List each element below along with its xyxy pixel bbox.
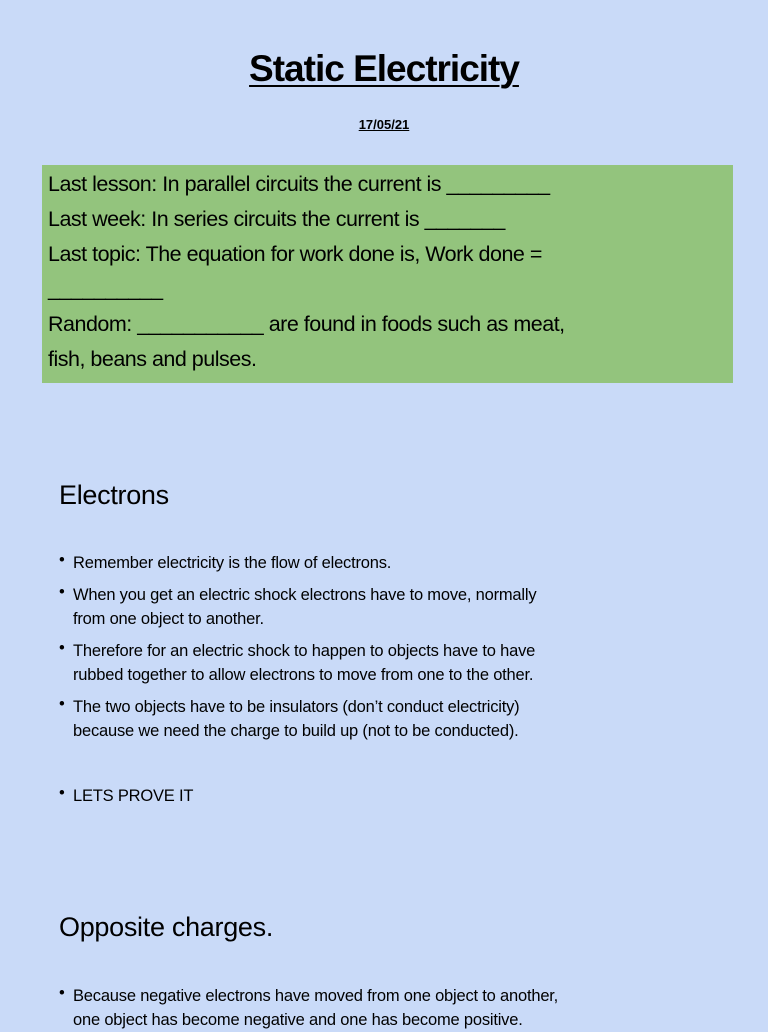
section-heading-opposite-charges: Opposite charges.: [59, 912, 274, 942]
bullet-item: • LETS PROVE IT: [59, 784, 194, 805]
bullet-icon: •: [59, 639, 65, 657]
date: 17/05/21: [358, 117, 410, 132]
starter-line: Last lesson: In parallel circuits the current is _________: [48, 172, 550, 196]
bullet-icon: •: [59, 784, 65, 802]
starter-line: fish, beans and pulses.: [48, 347, 257, 371]
bullet-item: • Therefore for an electric shock to happen to objects have to have rubbed together to allow electrons to move from one to the other.: [59, 639, 536, 684]
starter-box: [42, 165, 733, 383]
starter-line: Last week: In series circuits the current is _______: [48, 207, 505, 231]
bullet-icon: •: [59, 583, 65, 601]
page-title: Static Electricity: [249, 48, 519, 89]
section-heading-electrons: Electrons: [59, 480, 169, 510]
bullet-icon: •: [59, 695, 65, 713]
starter-line: __________: [48, 277, 163, 301]
starter-line: Last topic: The equation for work done is, Work done =: [48, 242, 542, 266]
bullet-icon: •: [59, 551, 65, 569]
bullet-item: • When you get an electric shock electrons have to move, normally from one object to another.: [59, 583, 537, 628]
starter-line: Random: ___________ are found in foods such as meat,: [48, 312, 565, 336]
bullet-item: • Remember electricity is the flow of electrons.: [59, 551, 392, 572]
bullet-item: • Because negative electrons have moved from one object to another, one object has become negative and one has become positive.: [59, 984, 559, 1029]
bullet-icon: •: [59, 984, 65, 1002]
bullet-item: • The two objects have to be insulators (don’t conduct electricity) because we need the charge to build up (not to be conducted).: [59, 695, 520, 740]
